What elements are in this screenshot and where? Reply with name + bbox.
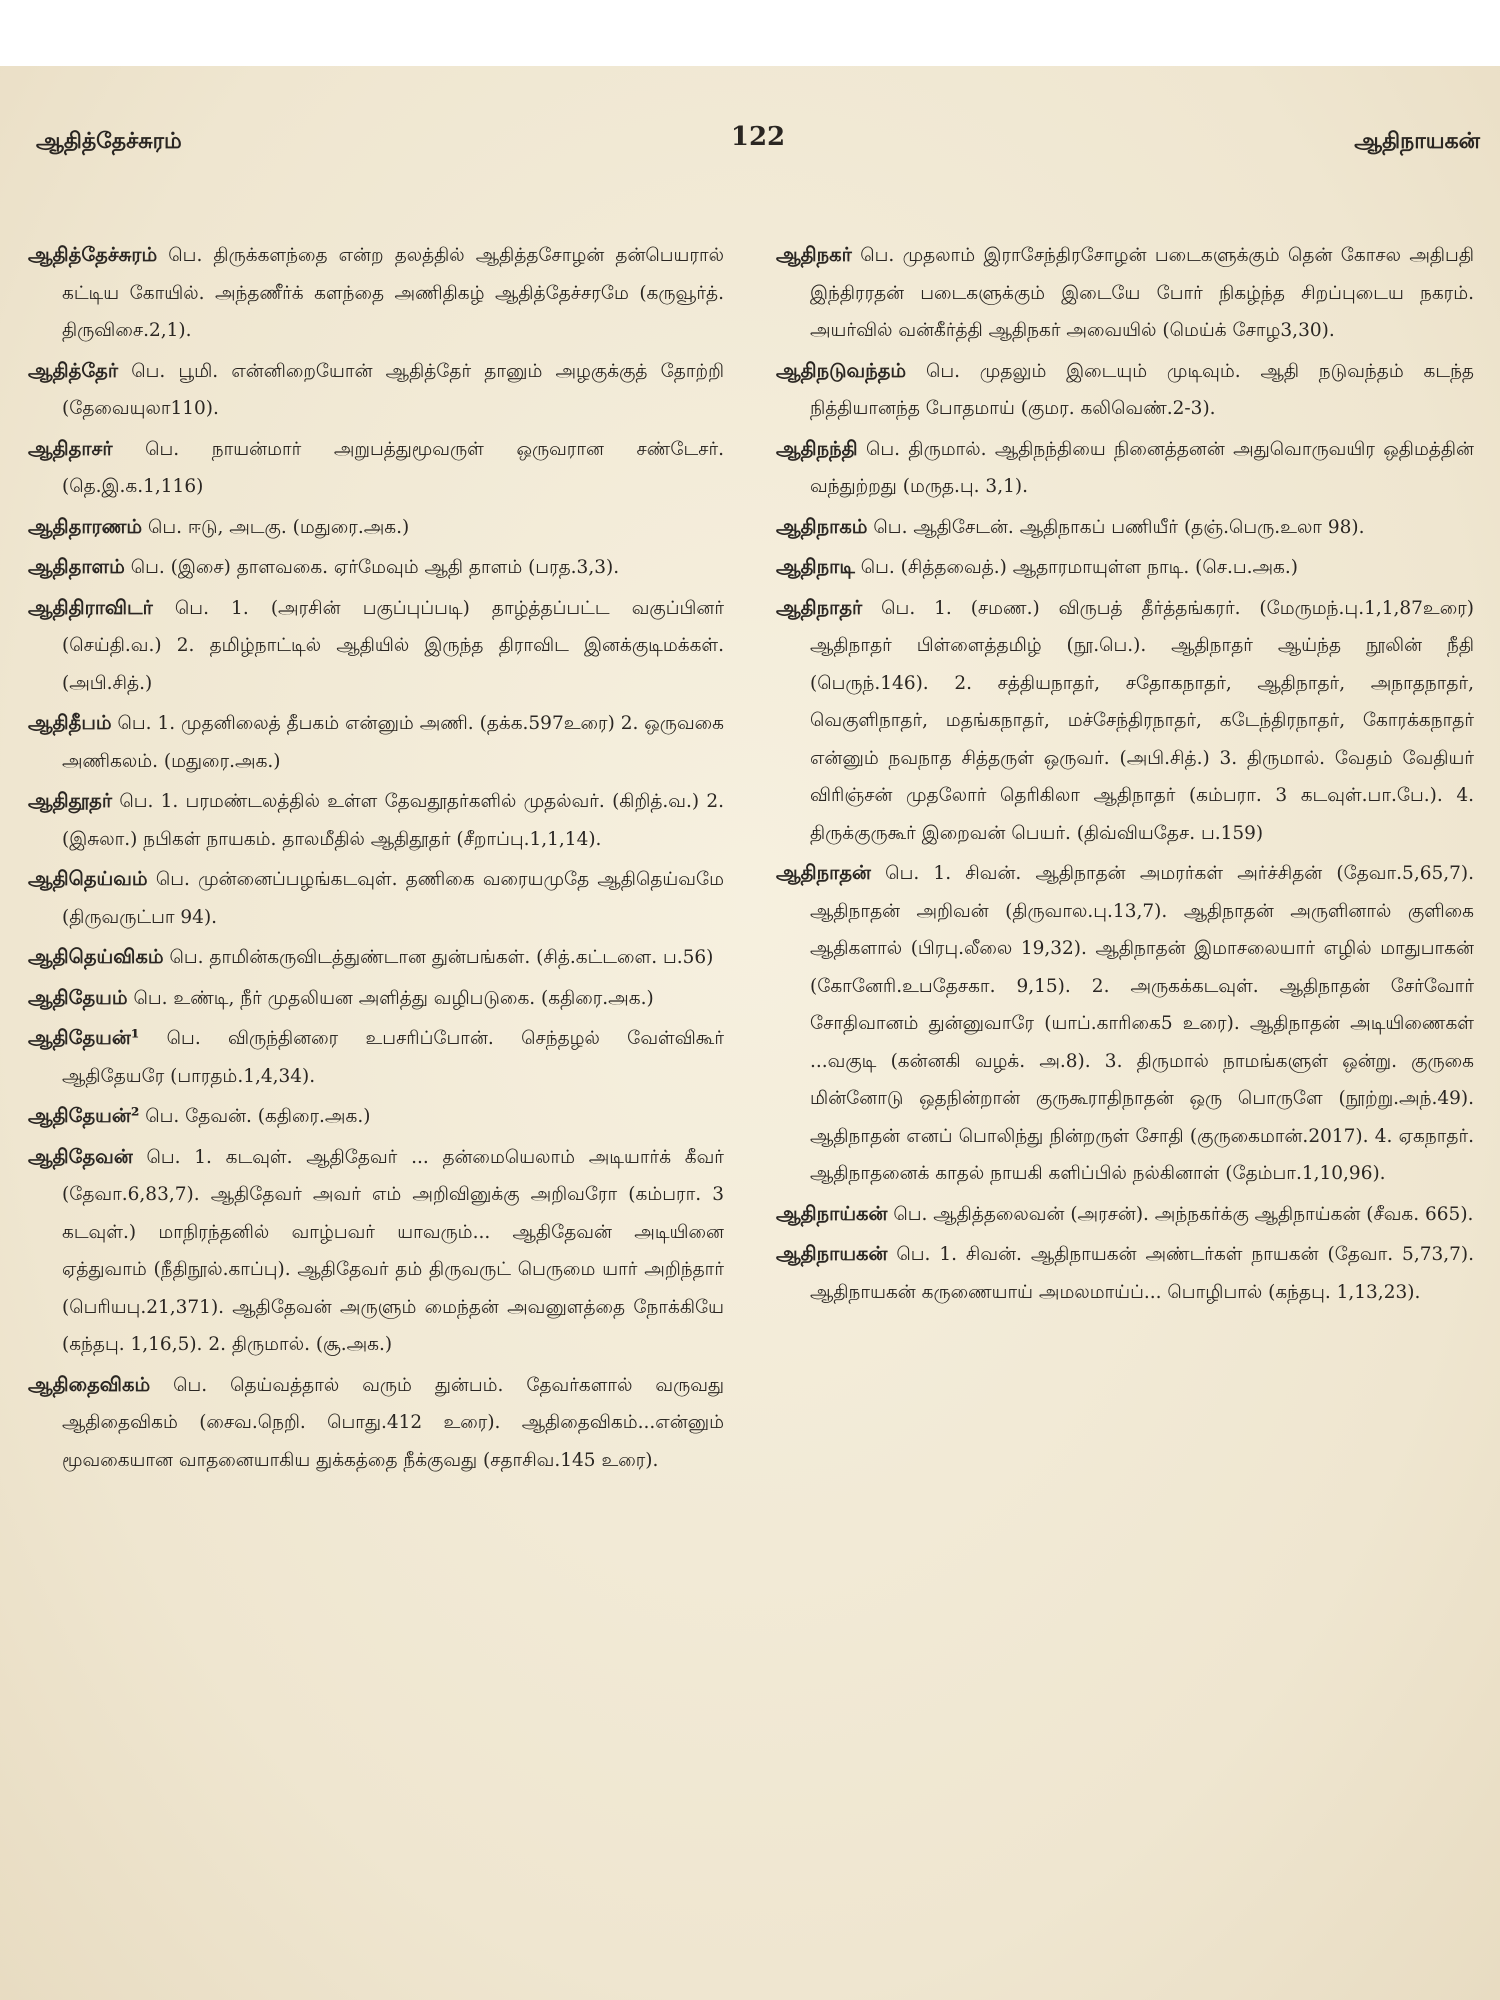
dictionary-entry — [28, 1138, 724, 1364]
entry-definition: பெ. பூமி. என்னிறையோன் ஆதித்தேர் தானும் அழகுக்குத் தோற்றி (தேவையுலா110). — [62, 360, 724, 419]
entry-headword: ஆதிதெய்வம் — [28, 867, 148, 890]
dictionary-entry — [28, 1097, 724, 1136]
right-column — [776, 236, 1474, 1936]
entry-headword: ஆதிதேவன் — [28, 1144, 133, 1168]
dictionary-entry — [28, 430, 724, 506]
entry-definition: பெ. நாயன்மார் அறுபத்துமூவருள் ஒருவரான சண்டேசர். (தெ.இ.க.1,116) — [62, 438, 724, 497]
entry-headword: ஆதிதேயம் — [28, 985, 128, 1009]
entry-definition: பெ. திருமால். ஆதிநந்தியை நினைத்தனன் அதுவொருவயிர ஒதிமத்தின் வந்துற்றது (மருத.பு. 3,1). — [810, 438, 1474, 497]
entry-definition: பெ. ஆதித்தலைவன் (அரசன்). அந்நகர்க்கு ஆதிநாய்கன் (சீவக. 665). — [893, 1203, 1474, 1225]
entry-definition: பெ. திருக்களந்தை என்ற தலத்தில் ஆதித்தசோழன் தன்பெயரால் கட்டிய கோயில். அந்தணீர்க் களந்தை அணிதிகழ் ஆதித்தேச்சரமே (கருவூர்த். திருவிசை.2,1). — [62, 245, 724, 341]
entry-definition: பெ. ஆதிசேடன். ஆதிநாகப் பணியீர் (தஞ்.பெரு.உலா 98). — [873, 516, 1365, 538]
entry-definition: பெ. விருந்தினரை உபசரிப்போன். செந்தழல் வேள்விகூர் ஆதிதேயரே (பாரதம்.1,4,34). — [62, 1028, 724, 1087]
entry-definition: பெ. 1. (அரசின் பகுப்புப்படி) தாழ்த்தப்பட்ட வகுப்பினர் (செய்தி.வ.) 2. தமிழ்நாட்டில் ஆதியில் இருந்த திராவிட இனக்குடிமக்கள். (அபி.சித்.) — [62, 597, 724, 694]
dictionary-entry — [776, 854, 1474, 1193]
entry-definition: பெ. தெய்வத்தால் வரும் துன்பம். தேவர்களால் வருவது ஆதிதைவிகம் (சைவ.நெறி. பொது.412 உரை). ஆதிதைவிகம்...என்னும் மூவகையான வாதனையாகிய துக்கத்தை நீக்குவது (சதாசிவ.145 உரை). — [62, 1374, 724, 1471]
entry-definition: பெ. ஈடு, அடகு. (மதுரை.அக.) — [148, 516, 410, 538]
entry-headword: ஆதிநாய்கன் — [776, 1201, 888, 1225]
entry-definition: பெ. தாமின்கருவிடத்துண்டான துன்பங்கள். (சித்.கட்டளை. ப.56) — [169, 947, 714, 968]
running-head-left: ஆதித்தேச்சுரம் — [36, 128, 182, 154]
entry-definition: பெ. 1. சிவன். ஆதிநாயகன் அண்டர்கள் நாயகன் (தேவா. 5,73,7). ஆதிநாயகன் கருணையாய் அமலமாய்ப்... பொழிபால் (கந்தபு. 1,13,23). — [810, 1244, 1474, 1303]
dictionary-entry — [28, 508, 724, 547]
entry-definition: பெ. 1. பரமண்டலத்தில் உள்ள தேவதூதர்களில் முதல்வர். (கிறித்.வ.) 2. (இசுலா.) நபிகள் நாயகம். தாலமீதில் ஆதிதூதர் (சீறாப்பு.1,1,14). — [62, 791, 724, 850]
entry-definition: பெ. (இசை) தாளவகை. ஏர்மேவும் ஆதி தாளம் (பரத.3,3). — [130, 557, 620, 578]
entry-headword: ஆதிநகர் — [776, 243, 852, 266]
dictionary-entry — [28, 1366, 724, 1480]
entry-headword: ஆதிநாதன் — [776, 861, 871, 884]
left-column — [28, 236, 724, 1936]
dictionary-entry — [776, 548, 1474, 587]
dictionary-entry — [776, 352, 1474, 428]
entry-headword: ஆதிதாசர் — [28, 436, 113, 460]
entry-headword: ஆதிதீபம் — [28, 711, 112, 734]
entry-definition: பெ. 1. (சமண.) விருபத் தீர்த்தங்கரர். (மேருமந்.பு.1,1,87உரை) ஆதிநாதர் பிள்ளைத்தமிழ் (நூ.பெ.). ஆதிநாதர் ஆய்ந்த நூலின் நீதி (பெருந்.146). 2. சத்தியநாதர், சதோகநாதர், ஆதிநாதர், அநாதநாதர், வெகுளிநாதர், மதங்கநாதர், மச்சேந்திரநாதர், கடேந்திரநாதர், கோரக்கநாதர் என்னும் நவநாத சித்தருள் ஒருவர். (அபி.சித்.) 3. திருமால். வேதம் வேதியர் விரிஞ்சன் முதலோர் தெரிகிலா ஆதிநாதர் (கம்பரா. 3 கடவுள்.பா.பே.). 4. திருக்குருகூர் இறைவன் பெயர். (திவ்வியதேச. ப.159) — [810, 597, 1474, 844]
dictionary-entry — [776, 1235, 1474, 1311]
dictionary-entry — [28, 979, 724, 1018]
dictionary-entry — [776, 1195, 1474, 1234]
entry-definition: பெ. தேவன். (கதிரை.அக.) — [145, 1106, 371, 1127]
top-margin-band — [0, 0, 1500, 66]
dictionary-entry — [28, 860, 724, 936]
entry-definition: பெ. முதலாம் இராசேந்திரசோழன் படைகளுக்கும் தென் கோசல அதிபதி இந்திரரதன் படைகளுக்கும் இடையே போர் நிகழ்ந்த சிறப்புடைய நகரம். அயர்வில் வன்கீர்த்தி ஆதிநகர் அவையில் (மெய்க் சோழ3,30). — [810, 245, 1474, 341]
dictionary-entry — [28, 704, 724, 780]
dictionary-entry — [28, 352, 724, 428]
entry-headword: ஆதிதைவிகம் — [28, 1372, 151, 1396]
dictionary-entry — [776, 508, 1474, 547]
entry-definition: பெ. 1. சிவன். ஆதிநாதன் அமரர்கள் அர்ச்சிதன் (தேவா.5,65,7). ஆதிநாதன் அறிவன் (திருவால.பு.13,7). ஆதிநாதன் அருளினால் குளிகை ஆதிகளால் (பிரபு.லீலை 19,32). ஆதிநாதன் இமாசலையார் எழில் மாதுபாகன் (கோனேரி.உபதேசகா. 9,15). 2. அருகக்கடவுள். ஆதிநாதன் சேர்வோர் சோதிவானம் துன்னுவாரே (யாப்.காரிகை5 உரை). ஆதிநாதன் அடியிணைகள் ...வகுடி (கன்னகி வழக். அ.8). 3. திருமால் நாமங்களுள் ஒன்று. குருகை மின்னோடு ஒதநின்றான் குருகூராதிநாதன் ஒரு பொருளே (நூற்று.அந்.49). ஆதிநாதன் எனப் பொலிந்து நின்றருள் சோதி (குருகைமான்.2017). 4. ஏகநாதர். ஆதிநாதனைக் காதல் நாயகி களிப்பில் நல்கினாள் (தேம்பா.1,10,96). — [810, 863, 1474, 1184]
dictionary-entry — [776, 589, 1474, 853]
dictionary-entry — [28, 236, 724, 350]
entry-headword: ஆதிதேயன்² — [28, 1104, 140, 1127]
entry-headword: ஆதிநாதர் — [776, 595, 863, 619]
entry-definition: பெ. உண்டி, நீர் முதலியன அளித்து வழிபடுகை. (கதிரை.அக.) — [133, 987, 654, 1009]
entry-headword: ஆதிதிராவிடர் — [28, 595, 153, 619]
entry-headword: ஆதிதூதர் — [28, 789, 113, 812]
page-header — [36, 122, 1480, 168]
entry-definition: பெ. 1. முதனிலைத் தீபகம் என்னும் அணி. (தக்க.597உரை) 2. ஒருவகை அணிகலம். (மதுரை.அக.) — [62, 713, 724, 772]
dictionary-entry — [776, 430, 1474, 506]
dictionary-entry — [28, 1019, 724, 1095]
entry-definition: பெ. (சித்தவைத்.) ஆதாரமாயுள்ள நாடி. (செ.ப.அக.) — [860, 557, 1298, 578]
entry-headword: ஆதித்தேச்சுரம் — [28, 243, 158, 266]
entry-headword: ஆதிநந்தி — [776, 436, 858, 460]
entry-headword: ஆதிநாடி — [776, 555, 855, 578]
dictionary-entry — [28, 589, 724, 703]
entry-headword: ஆதிநாயகன் — [776, 1242, 888, 1265]
dictionary-entry — [28, 938, 724, 977]
running-head-right: ஆதிநாயகன் — [1354, 128, 1480, 154]
dictionary-entry — [776, 236, 1474, 350]
dictionary-entry — [28, 782, 724, 858]
entry-headword: ஆதிதெய்விகம் — [28, 945, 164, 968]
page-number: 122 — [730, 122, 786, 152]
entry-definition: பெ. 1. கடவுள். ஆதிதேவர் ... தன்மையெலாம் அடியார்க் கீவர் (தேவா.6,83,7). ஆதிதேவர் அவர் எம் அறிவினுக்கு அறிவரோ (கம்பரா. 3 கடவுள்.) மாநிரந்தனில் வாழ்பவர் யாவரும்... ஆதிதேவன் அடியினை ஏத்துவாம் (நீதிநூல்.காப்பு). ஆதிதேவர் தம் திருவருட் பெருமை யார் அறிந்தார் (பெரியபு.21,371). ஆதிதேவன் அருளும் மைந்தன் அவனுளத்தை நோக்கியே (கந்தபு. 1,16,5). 2. திருமால். (சூ.அக.) — [62, 1146, 724, 1355]
dictionary-entry — [28, 548, 724, 587]
entry-headword: ஆதிதாரணம் — [28, 514, 143, 538]
entry-definition: பெ. முதலும் இடையும் முடிவும். ஆதி நடுவந்தம் கடந்த நித்தியானந்த போதமாய் (குமர. கலிவெண்.2-3). — [810, 360, 1474, 419]
entry-headword: ஆதித்தேர் — [28, 358, 119, 382]
entry-headword: ஆதிதாளம் — [28, 555, 125, 578]
entry-headword: ஆதிநடுவந்தம் — [776, 358, 907, 382]
entry-headword: ஆதிதேயன்¹ — [28, 1026, 140, 1049]
entry-definition: பெ. முன்னைப்பழங்கடவுள். தணிகை வரையமுதே ஆதிதெய்வமே (திருவருட்பா 94). — [62, 869, 724, 928]
entry-headword: ஆதிநாகம் — [776, 514, 868, 538]
